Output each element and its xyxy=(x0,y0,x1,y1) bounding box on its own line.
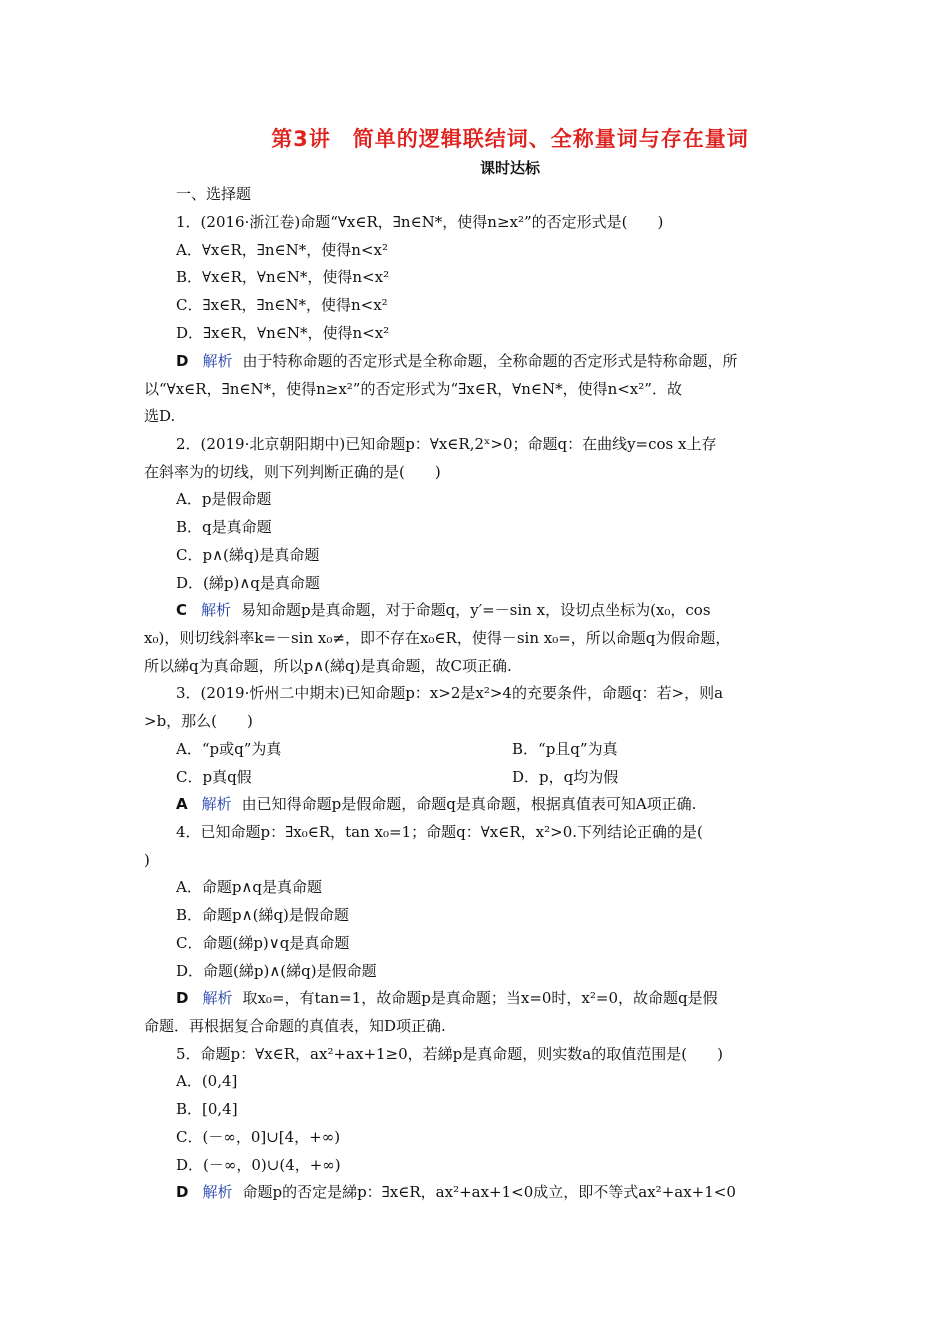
question-1-analysis-line xyxy=(176,351,737,371)
question-2-option-c: C．p∧(綈q)是真命题 xyxy=(176,546,320,564)
question-5-stem: 5．命题p：∀x∈R，ax²+ax+1≥0，若綈p是真命题，则实数a的取值范围是( ) xyxy=(176,1045,723,1063)
answer-letter: A xyxy=(176,795,188,813)
question-2-stem: 在斜率为的切线，则下列判断正确的是( ) xyxy=(144,463,441,481)
question-5-option-a: A．(0,4] xyxy=(176,1072,238,1090)
analysis-text: 取x₀=，有tan=1，故命题p是真命题；当x=0时，x²=0，故命题q是假 xyxy=(242,989,718,1007)
question-1-option-d: D．∃x∈R，∀n∈N*，使得n<x² xyxy=(176,324,390,342)
analysis-label: 解析 xyxy=(202,989,233,1007)
question-2-analysis-line xyxy=(176,600,711,620)
analysis-label: 解析 xyxy=(201,795,232,813)
analysis-text: 由已知得命题p是假命题，命题q是真命题，根据真值表可知A项正确. xyxy=(241,795,697,813)
answer-letter: D xyxy=(176,989,189,1007)
question-3-stem: >b，那么( ) xyxy=(144,712,253,730)
analysis-text: 易知命题p是真命题，对于命题q，y′=－sin x，设切点坐标为(x₀，cos xyxy=(241,601,711,619)
question-4-analysis-line: 命题．再根据复合命题的真值表，知D项正确. xyxy=(144,1017,446,1035)
question-4-option-b: B．命题p∧(綈q)是假命题 xyxy=(176,906,349,924)
question-1-analysis-line: 以“∀x∈R，∃n∈N*，使得n≥x²”的否定形式为“∃x∈R，∀n∈N*，使得n<x²”．故 xyxy=(144,380,682,398)
question-2-option-a: A．p是假命题 xyxy=(176,490,272,508)
question-4-stem: ) xyxy=(144,851,150,869)
question-5-analysis-line xyxy=(176,1182,736,1202)
question-3-option-b: B．“p且q”为真 xyxy=(512,740,618,758)
question-5-option-c: C．(－∞，0]∪[4，+∞) xyxy=(176,1128,341,1146)
question-5-option-b: B．[0,4] xyxy=(176,1100,238,1118)
analysis-label: 解析 xyxy=(201,601,232,619)
question-2-option-b: B．q是真命题 xyxy=(176,518,272,536)
section-heading: 一、选择题 xyxy=(176,185,252,203)
answer-letter: D xyxy=(176,352,189,370)
question-4-option-d: D．命题(綈p)∧(綈q)是假命题 xyxy=(176,962,377,980)
question-3-analysis-line xyxy=(176,794,696,814)
answer-letter: D xyxy=(176,1183,189,1201)
question-4-stem: 4．已知命题p：∃x₀∈R，tan x₀=1；命题q：∀x∈R，x²>0.下列结论正确的是( xyxy=(176,823,703,841)
question-3-stem: 3．(2019·忻州二中期末)已知命题p：x>2是x²>4的充要条件，命题q：若>，则a xyxy=(176,684,724,702)
analysis-label: 解析 xyxy=(202,1183,233,1201)
question-4-analysis-line xyxy=(176,988,718,1008)
answer-letter: C xyxy=(176,601,188,619)
question-1-option-a: A．∀x∈R，∃n∈N*，使得n<x² xyxy=(176,241,388,259)
page-subtitle: 课时达标 xyxy=(479,159,540,177)
question-3-option-d: D．p，q均为假 xyxy=(512,768,619,786)
analysis-label: 解析 xyxy=(202,352,233,370)
question-3-option-a: A．“p或q”为真 xyxy=(176,740,282,758)
question-5-option-d: D．(－∞，0)∪(4，+∞) xyxy=(176,1156,341,1174)
question-2-analysis-line: x₀)，则切线斜率k=－sin x₀≠，即不存在x₀∈R，使得－sin x₀=，所以命题q为假命题， xyxy=(144,629,731,647)
question-3-option-c: C．p真q假 xyxy=(176,768,252,786)
question-1-option-c: C．∃x∈R，∃n∈N*，使得n<x² xyxy=(176,296,388,314)
page-title: 第3讲 简单的逻辑联结词、全称量词与存在量词 xyxy=(271,127,749,151)
analysis-text: 由于特称命题的否定形式是全称命题，全称命题的否定形式是特称命题，所 xyxy=(242,352,738,370)
question-1-analysis-line: 选D. xyxy=(144,407,176,425)
question-4-option-c: C．命题(綈p)∨q是真命题 xyxy=(176,934,350,952)
question-2-stem: 2．(2019·北京朝阳期中)已知命题p：∀x∈R,2ˣ>0；命题q：在曲线y=cos x上存 xyxy=(176,435,717,453)
question-4-option-a: A．命题p∧q是真命题 xyxy=(176,878,323,896)
question-2-option-d: D．(綈p)∧q是真命题 xyxy=(176,574,320,592)
question-1-stem: 1．(2016·浙江卷)命题“∀x∈R，∃n∈N*，使得n≥x²”的否定形式是( ) xyxy=(176,213,664,231)
question-2-analysis-line: 所以綈q为真命题，所以p∧(綈q)是真命题，故C项正确. xyxy=(144,657,512,675)
analysis-text: 命题p的否定是綈p：∃x∈R，ax²+ax+1<0成立，即不等式ax²+ax+1<0 xyxy=(242,1183,736,1201)
question-1-option-b: B．∀x∈R，∀n∈N*，使得n<x² xyxy=(176,268,390,286)
